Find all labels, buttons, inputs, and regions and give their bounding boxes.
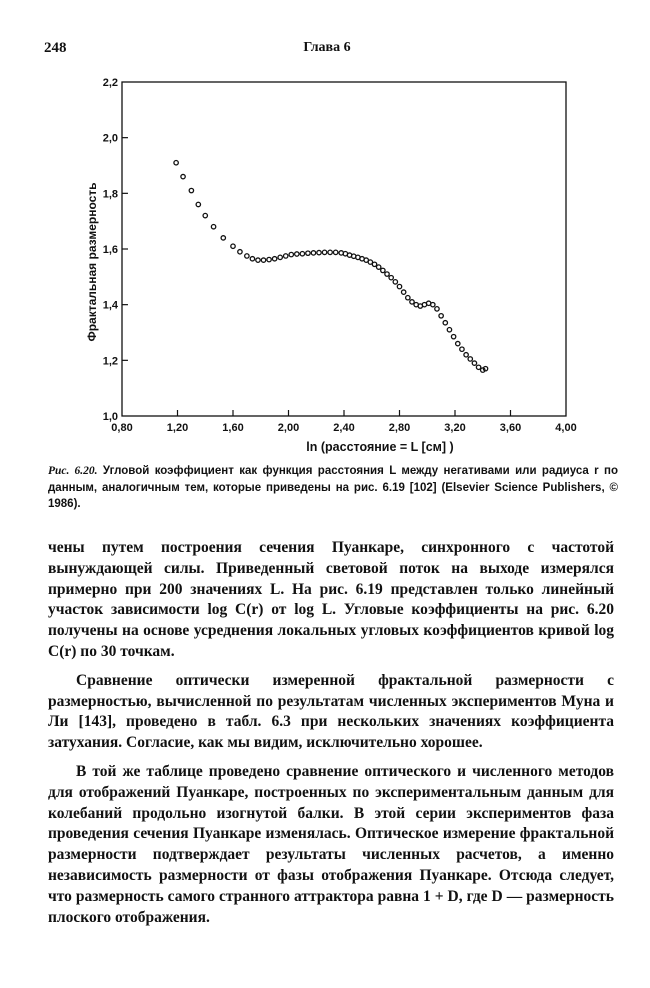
y-tick-label: 1,4	[102, 299, 118, 312]
y-axis	[103, 77, 128, 423]
data-series	[174, 161, 488, 373]
y-tick-label: 2,2	[102, 77, 118, 89]
paragraph: В той же таблице проведено сравнение оптического и численного методов для отображений Пуанкаре, построенных по экспериментальным данным для колебаний продольно изогнутой балки. В этой серии экспериментов фаза проведения сечения Пуанкаре изменялась. Оптическое измерение фрактальной размерности подтверждает результаты численных расчетов, а именно независимость размерности от фазы отображения Пуанкаре. Отсюда следует, что размерность самого странного аттрактора равна 1 + D, где D — размерность плоского отображения.	[48, 762, 614, 926]
y-axis-label: Фрактальная размерность	[85, 182, 99, 342]
data-point	[456, 341, 460, 345]
data-point	[333, 250, 337, 254]
data-point	[476, 365, 480, 369]
data-point	[211, 225, 215, 229]
x-axis-label: ln (расстояние = L [см] )	[306, 440, 454, 454]
data-point	[238, 250, 242, 254]
figure-caption	[48, 463, 618, 513]
data-point	[401, 290, 405, 294]
data-point	[250, 257, 254, 261]
data-point	[431, 302, 435, 306]
page-number: 248	[44, 40, 67, 56]
data-point	[472, 361, 476, 365]
data-point	[189, 188, 193, 192]
data-point	[406, 296, 410, 300]
y-tick-label: 1,8	[102, 188, 118, 201]
data-point	[435, 307, 439, 311]
data-point	[267, 257, 271, 261]
figure-label: Рис. 6.20.	[48, 465, 98, 477]
data-point	[447, 328, 451, 332]
data-point	[245, 254, 249, 258]
x-tick-label: 3,20	[444, 422, 466, 434]
data-point	[272, 257, 276, 261]
data-point	[300, 252, 304, 256]
data-point	[278, 255, 282, 259]
x-tick-label: 1,20	[166, 422, 189, 434]
data-point	[221, 236, 225, 240]
y-tick-label: 1,6	[102, 244, 118, 256]
x-tick-label: 2,40	[333, 422, 355, 434]
data-point	[181, 174, 185, 178]
data-point	[468, 357, 472, 361]
y-tick-label: 1,0	[102, 411, 118, 423]
data-point	[439, 314, 443, 318]
data-point	[410, 300, 414, 304]
x-tick-label: 0,80	[111, 422, 133, 434]
data-point	[203, 213, 207, 217]
data-point	[317, 250, 321, 254]
body-text	[48, 538, 614, 936]
data-point	[460, 347, 464, 351]
data-point	[196, 202, 200, 206]
x-tick-label: 2,00	[277, 422, 300, 434]
data-point	[393, 280, 397, 284]
data-point	[389, 275, 393, 279]
data-point	[256, 258, 260, 262]
data-point	[451, 334, 455, 338]
x-tick-label: 4,00	[555, 422, 577, 434]
caption-text: Угловой коэффициент как функция расстояния L между негативами или радиуса r по данным, аналогичным тем, которые приведены на рис. 6.19 [102] (Elsevier Science Publishers, © 1986).	[48, 465, 618, 510]
plot-frame	[122, 82, 566, 416]
fractal-dimension-chart	[0, 0, 650, 460]
data-point	[385, 272, 389, 276]
paragraph: Сравнение оптически измеренной фрактальной размерности с размерностью, вычисленной по результатам численных экспериментов Муна и Ли [143], проведено в табл. 6.3 при нескольких значениях коэффициента затухания. Согласие, как мы видим, исключительно хорошее.	[48, 671, 614, 752]
paragraph: чены путем построения сечения Пуанкаре, синхронного с частотой вынуждающей силы. Приведенный световой поток на выходе измерялся примерно при 200 значениях L. На рис. 6.19 представлен только линейный участок зависимости log C(r) от log L. Угловые коэффициенты на рис. 6.20 получены на основе усреднения локальных угловых коэффициентов кривой log C(r) по 30 точкам.	[48, 539, 614, 660]
data-point	[443, 321, 447, 325]
data-point	[174, 161, 178, 165]
data-point	[376, 265, 380, 269]
y-tick-label: 1,2	[102, 355, 118, 368]
data-point	[261, 258, 265, 262]
data-point	[397, 284, 401, 288]
data-point	[284, 254, 288, 258]
y-tick-label: 2,0	[102, 132, 118, 145]
data-point	[289, 252, 293, 256]
data-point	[464, 353, 468, 357]
data-point	[372, 262, 376, 266]
data-point	[381, 268, 385, 272]
x-tick-label: 2,80	[388, 422, 411, 434]
data-point	[231, 244, 235, 248]
data-point	[295, 252, 299, 256]
x-axis	[111, 410, 576, 434]
data-point	[322, 250, 326, 254]
x-tick-label: 1,60	[222, 422, 244, 434]
data-point	[311, 251, 315, 255]
chapter-title: Глава 6	[303, 40, 351, 55]
x-tick-label: 3,60	[499, 422, 522, 434]
data-point	[328, 250, 332, 254]
data-point	[306, 251, 310, 255]
